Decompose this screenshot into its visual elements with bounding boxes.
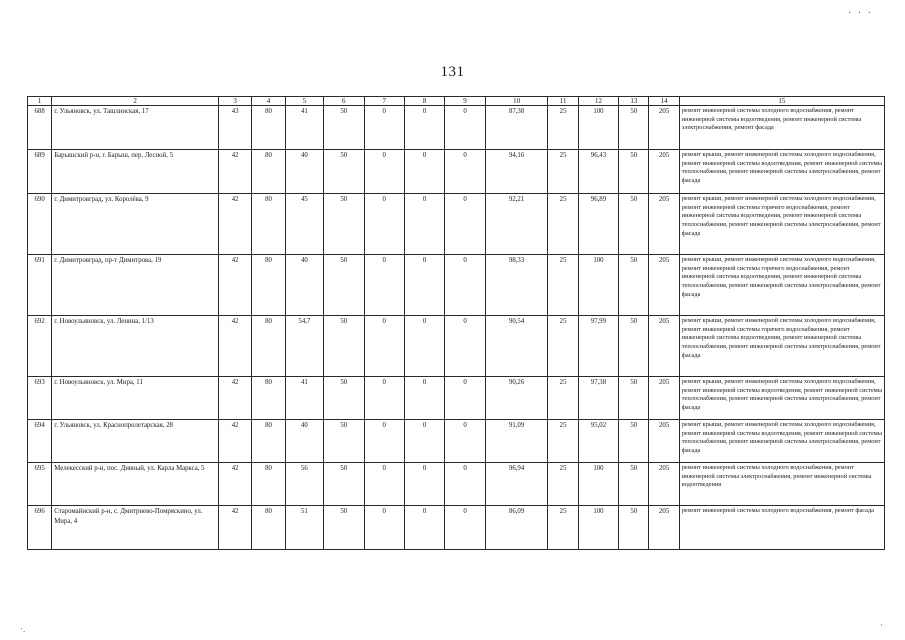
row-number: 691 xyxy=(28,255,52,316)
table-header-row xyxy=(28,97,885,106)
value-cell: 0 xyxy=(404,420,444,463)
repair-program-table xyxy=(27,96,885,550)
column-header: 7 xyxy=(364,97,404,106)
value-cell: 91,09 xyxy=(485,420,548,463)
repair-works-cell: ремонт инженерной системы холодного водоснабжения, ремонт инженерной системы электроснабжения, ремонт инженерной системы водоотведения xyxy=(679,463,884,506)
column-header: 11 xyxy=(548,97,578,106)
repair-works-cell: ремонт инженерной системы холодного водоснабжения, ремонт фасада xyxy=(679,506,884,550)
column-header: 15 xyxy=(679,97,884,106)
table-row xyxy=(28,150,885,194)
row-number: 693 xyxy=(28,377,52,420)
value-cell: 100 xyxy=(578,106,618,150)
value-cell: 40 xyxy=(285,255,323,316)
column-header: 4 xyxy=(252,97,285,106)
value-cell: 80 xyxy=(252,194,285,255)
value-cell: 0 xyxy=(404,255,444,316)
value-cell: 205 xyxy=(649,194,679,255)
value-cell: 205 xyxy=(649,463,679,506)
value-cell: 50 xyxy=(619,463,649,506)
value-cell: 50 xyxy=(324,420,364,463)
value-cell: 50 xyxy=(324,463,364,506)
value-cell: 25 xyxy=(548,420,578,463)
column-header: 8 xyxy=(404,97,444,106)
value-cell: 80 xyxy=(252,255,285,316)
value-cell: 0 xyxy=(364,255,404,316)
value-cell: 100 xyxy=(578,506,618,550)
value-cell: 50 xyxy=(619,106,649,150)
value-cell: 50 xyxy=(619,150,649,194)
value-cell: 100 xyxy=(578,255,618,316)
row-number: 689 xyxy=(28,150,52,194)
value-cell: 0 xyxy=(404,150,444,194)
table-row xyxy=(28,377,885,420)
value-cell: 40 xyxy=(285,420,323,463)
value-cell: 205 xyxy=(649,420,679,463)
value-cell: 98,33 xyxy=(485,255,548,316)
value-cell: 42 xyxy=(219,377,252,420)
table-row xyxy=(28,463,885,506)
value-cell: 205 xyxy=(649,506,679,550)
address-cell: г. Димитровград, пр-т Димитрова, 19 xyxy=(52,255,219,316)
row-number: 695 xyxy=(28,463,52,506)
row-number: 692 xyxy=(28,316,52,377)
value-cell: 42 xyxy=(219,506,252,550)
value-cell: 25 xyxy=(548,377,578,420)
repair-works-cell: ремонт крыши, ремонт инженерной системы холодного водоснабжения, ремонт инженерной системы горячего водоснабжения, ремонт инженерной системы водоотведения, ремонт инженерной системы теплоснабжения, ремонт инженерной системы электроснабжения, ремонт фасада xyxy=(679,255,884,316)
column-header: 1 xyxy=(28,97,52,106)
address-cell: г. Димитровград, ул. Королёва, 9 xyxy=(52,194,219,255)
value-cell: 41 xyxy=(285,106,323,150)
value-cell: 80 xyxy=(252,463,285,506)
repair-works-cell: ремонт крыши, ремонт инженерной системы холодного водоснабжения, ремонт инженерной системы горячего водоснабжения, ремонт инженерной системы водоотведения, ремонт инженерной системы теплоснабжения, ремонт инженерной системы электроснабжения, ремонт фасада xyxy=(679,316,884,377)
value-cell: 50 xyxy=(324,194,364,255)
column-header: 12 xyxy=(578,97,618,106)
column-header: 9 xyxy=(445,97,485,106)
value-cell: 25 xyxy=(548,150,578,194)
value-cell: 80 xyxy=(252,420,285,463)
address-cell: Барышский р-н, г. Барыш, пер. Лесной, 5 xyxy=(52,150,219,194)
address-cell: Старомайнский р-н, с. Дмитриево-Помряскино, ул. Мира, 4 xyxy=(52,506,219,550)
value-cell: 205 xyxy=(649,316,679,377)
value-cell: 0 xyxy=(364,194,404,255)
scan-speck-bottom-left: ·. xyxy=(20,624,26,634)
value-cell: 50 xyxy=(619,506,649,550)
value-cell: 80 xyxy=(252,506,285,550)
column-header: 6 xyxy=(324,97,364,106)
table-row xyxy=(28,255,885,316)
value-cell: 0 xyxy=(445,106,485,150)
value-cell: 0 xyxy=(364,420,404,463)
value-cell: 92,21 xyxy=(485,194,548,255)
repair-works-cell: ремонт крыши, ремонт инженерной системы холодного водоснабжения, ремонт инженерной системы водоотведения, ремонт инженерной системы теплоснабжения, ремонт инженерной системы электроснабжения, ремонт фасада xyxy=(679,150,884,194)
column-header: 3 xyxy=(219,97,252,106)
value-cell: 80 xyxy=(252,377,285,420)
repair-works-cell: ремонт крыши, ремонт инженерной системы холодного водоснабжения, ремонт инженерной системы водоотведения, ремонт инженерной системы теплоснабжения, ремонт инженерной системы электроснабжения, ремонт фасада xyxy=(679,377,884,420)
value-cell: 96,43 xyxy=(578,150,618,194)
value-cell: 0 xyxy=(445,463,485,506)
address-cell: г. Новоульяновск, ул. Ленина, 1/13 xyxy=(52,316,219,377)
page-number: 131 xyxy=(440,64,465,80)
value-cell: 80 xyxy=(252,150,285,194)
value-cell: 25 xyxy=(548,316,578,377)
value-cell: 25 xyxy=(548,194,578,255)
value-cell: 0 xyxy=(364,463,404,506)
value-cell: 50 xyxy=(619,420,649,463)
table-row xyxy=(28,316,885,377)
value-cell: 45 xyxy=(285,194,323,255)
repair-works-cell: ремонт крыши, ремонт инженерной системы холодного водоснабжения, ремонт инженерной системы водоотведения, ремонт инженерной системы теплоснабжения, ремонт инженерной системы электроснабжения, ремонт фасада xyxy=(679,420,884,463)
value-cell: 50 xyxy=(619,316,649,377)
column-header: 5 xyxy=(285,97,323,106)
value-cell: 0 xyxy=(364,506,404,550)
value-cell: 90,54 xyxy=(485,316,548,377)
value-cell: 50 xyxy=(324,316,364,377)
address-cell: г. Ульяновск, ул. Краснопролетарская, 28 xyxy=(52,420,219,463)
value-cell: 0 xyxy=(404,316,444,377)
value-cell: 43 xyxy=(219,106,252,150)
value-cell: 40 xyxy=(285,150,323,194)
value-cell: 205 xyxy=(649,377,679,420)
value-cell: 205 xyxy=(649,150,679,194)
value-cell: 50 xyxy=(619,194,649,255)
address-cell: Мелекесский р-н, пос. Дивный, ул. Карла Маркса, 5 xyxy=(52,463,219,506)
value-cell: 25 xyxy=(548,463,578,506)
value-cell: 25 xyxy=(548,255,578,316)
value-cell: 41 xyxy=(285,377,323,420)
value-cell: 0 xyxy=(445,150,485,194)
value-cell: 0 xyxy=(404,194,444,255)
value-cell: 0 xyxy=(445,194,485,255)
table-row xyxy=(28,420,885,463)
value-cell: 0 xyxy=(364,377,404,420)
value-cell: 50 xyxy=(619,377,649,420)
value-cell: 0 xyxy=(404,377,444,420)
value-cell: 94,16 xyxy=(485,150,548,194)
value-cell: 0 xyxy=(364,106,404,150)
value-cell: 0 xyxy=(445,377,485,420)
value-cell: 42 xyxy=(219,194,252,255)
value-cell: 50 xyxy=(324,255,364,316)
value-cell: 86,09 xyxy=(485,506,548,550)
row-number: 688 xyxy=(28,106,52,150)
value-cell: 96,94 xyxy=(485,463,548,506)
value-cell: 25 xyxy=(548,106,578,150)
value-cell: 0 xyxy=(404,106,444,150)
value-cell: 90,26 xyxy=(485,377,548,420)
value-cell: 0 xyxy=(364,316,404,377)
value-cell: 50 xyxy=(324,106,364,150)
row-number: 696 xyxy=(28,506,52,550)
table-row xyxy=(28,106,885,150)
value-cell: 50 xyxy=(324,150,364,194)
value-cell: 80 xyxy=(252,106,285,150)
value-cell: 54,7 xyxy=(285,316,323,377)
table-row xyxy=(28,506,885,550)
address-cell: г. Новоульяновск, ул. Мира, 11 xyxy=(52,377,219,420)
value-cell: 95,02 xyxy=(578,420,618,463)
value-cell: 0 xyxy=(364,150,404,194)
value-cell: 0 xyxy=(445,255,485,316)
value-cell: 50 xyxy=(324,506,364,550)
row-number: 690 xyxy=(28,194,52,255)
value-cell: 50 xyxy=(619,255,649,316)
repair-works-cell: ремонт инженерной системы холодного водоснабжения, ремонт инженерной системы водоотведения, ремонт инженерной системы электроснабжения, ремонт фасада xyxy=(679,106,884,150)
table-row xyxy=(28,194,885,255)
value-cell: 97,99 xyxy=(578,316,618,377)
scan-corner-mark: · · · xyxy=(848,8,873,19)
value-cell: 87,38 xyxy=(485,106,548,150)
value-cell: 50 xyxy=(324,377,364,420)
row-number: 694 xyxy=(28,420,52,463)
address-cell: г. Ульяновск, ул. Ташлинская, 17 xyxy=(52,106,219,150)
value-cell: 51 xyxy=(285,506,323,550)
value-cell: 205 xyxy=(649,106,679,150)
value-cell: 42 xyxy=(219,150,252,194)
value-cell: 0 xyxy=(445,316,485,377)
value-cell: 56 xyxy=(285,463,323,506)
value-cell: 0 xyxy=(404,506,444,550)
value-cell: 42 xyxy=(219,316,252,377)
value-cell: 0 xyxy=(404,463,444,506)
value-cell: 96,89 xyxy=(578,194,618,255)
value-cell: 97,38 xyxy=(578,377,618,420)
column-header: 2 xyxy=(52,97,219,106)
column-header: 10 xyxy=(485,97,548,106)
repair-works-cell: ремонт крыши, ремонт инженерной системы холодного водоснабжения, ремонт инженерной системы горячего водоснабжения, ремонт инженерной системы водоотведения, ремонт инженерной системы теплоснабжения, ремонт инженерной системы электроснабжения, ремонт фасада xyxy=(679,194,884,255)
value-cell: 80 xyxy=(252,316,285,377)
value-cell: 205 xyxy=(649,255,679,316)
value-cell: 0 xyxy=(445,506,485,550)
value-cell: 42 xyxy=(219,463,252,506)
value-cell: 0 xyxy=(445,420,485,463)
column-header: 14 xyxy=(649,97,679,106)
value-cell: 25 xyxy=(548,506,578,550)
value-cell: 42 xyxy=(219,420,252,463)
value-cell: 100 xyxy=(578,463,618,506)
column-header: 13 xyxy=(619,97,649,106)
value-cell: 42 xyxy=(219,255,252,316)
scan-speck-bottom-right: · xyxy=(880,620,883,630)
